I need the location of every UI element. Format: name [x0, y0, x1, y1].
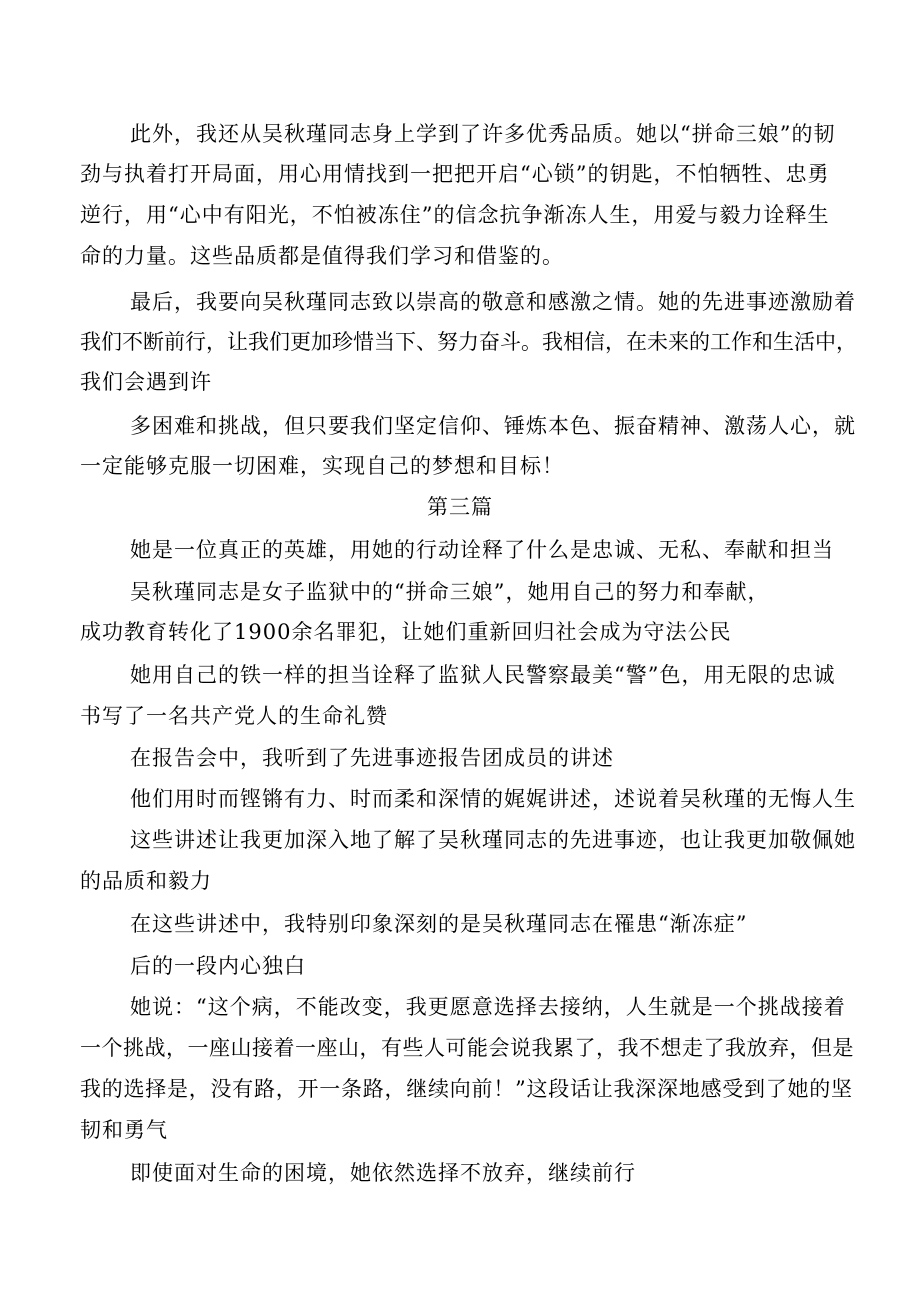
paragraph-line: 的品质和毅力 [80, 869, 212, 893]
paragraph-line: 我的选择是，没有路，开一条路，继续向前！”这段话让我深深地感受到了她的坚 [80, 1077, 853, 1101]
paragraph-line: 后的一段内心独白 [130, 954, 306, 978]
paragraph-line: 这些讲述让我更加深入地了解了吴秋瑾同志的先进事迹，也让我更加敬佩她 [130, 828, 856, 852]
paragraph-line: 此外，我还从吴秋瑾同志身上学到了许多优秀品质。她以“拼命三娘”的韧 [130, 122, 836, 146]
paragraph-line: 他们用时而铿锵有力、时而柔和深情的娓娓讲述，述说着吴秋瑾的无悔人生 [130, 787, 856, 811]
paragraph-line: 她说：“这个病，不能改变，我更愿意选择去接纳，人生就是一个挑战接着 [130, 995, 846, 1019]
paragraph-line: 成功教育转化了1900余名罪犯，让她们重新回归社会成为守法公民 [80, 620, 732, 644]
section-title: 第三篇 [427, 495, 493, 519]
paragraph-line: 即使面对生命的困境，她依然选择不放弃，继续前行 [130, 1161, 636, 1185]
paragraph-line: 命的力量。这些品质都是值得我们学习和借鉴的。 [80, 244, 564, 268]
paragraph-line: 劲与执着打开局面，用心用情找到一把把开启“心锁”的钥匙，不怕牺牲、忠勇 [80, 162, 830, 186]
paragraph-line: 她用自己的铁一样的担当诠释了监狱人民警察最美“警”色，用无限的忠诚 [130, 663, 836, 687]
paragraph-line: 我们不断前行，让我们更加珍惜当下、努力奋斗。我相信，在未来的工作和生活中， [80, 330, 857, 354]
paragraph-line: 一定能够克服一切困难，实现自己的梦想和目标！ [80, 454, 564, 478]
paragraph-line: 在这些讲述中，我特别印象深刻的是吴秋瑾同志在罹患“渐冻症” [130, 912, 748, 936]
paragraph-line: 韧和勇气 [80, 1118, 168, 1142]
paragraph-line: 书写了一名共产党人的生命礼赞 [80, 704, 388, 728]
paragraph-line: 她是一位真正的英雄，用她的行动诠释了什么是忠诚、无私、奉献和担当 [130, 538, 834, 562]
paragraph-line: 最后，我要向吴秋瑾同志致以崇高的敬意和感激之情。她的先进事迹激励着 [130, 290, 856, 314]
paragraph-line: 在报告会中，我听到了先进事迹报告团成员的讲述 [130, 746, 614, 770]
paragraph-line: 多困难和挑战，但只要我们坚定信仰、锤炼本色、振奋精神、激荡人心，就 [130, 414, 856, 438]
paragraph-line: 一个挑战，一座山接着一座山，有些人可能会说我累了，我不想走了我放弃，但是 [80, 1036, 854, 1060]
paragraph-line: 我们会遇到许 [80, 370, 212, 394]
paragraph-line: 吴秋瑾同志是女子监狱中的“拼命三娘”，她用自己的努力和奉献， [130, 580, 770, 604]
paragraph-line: 逆行，用“心中有阳光，不怕被冻住”的信念抗争渐冻人生，用爱与毅力诠释生 [80, 203, 830, 227]
